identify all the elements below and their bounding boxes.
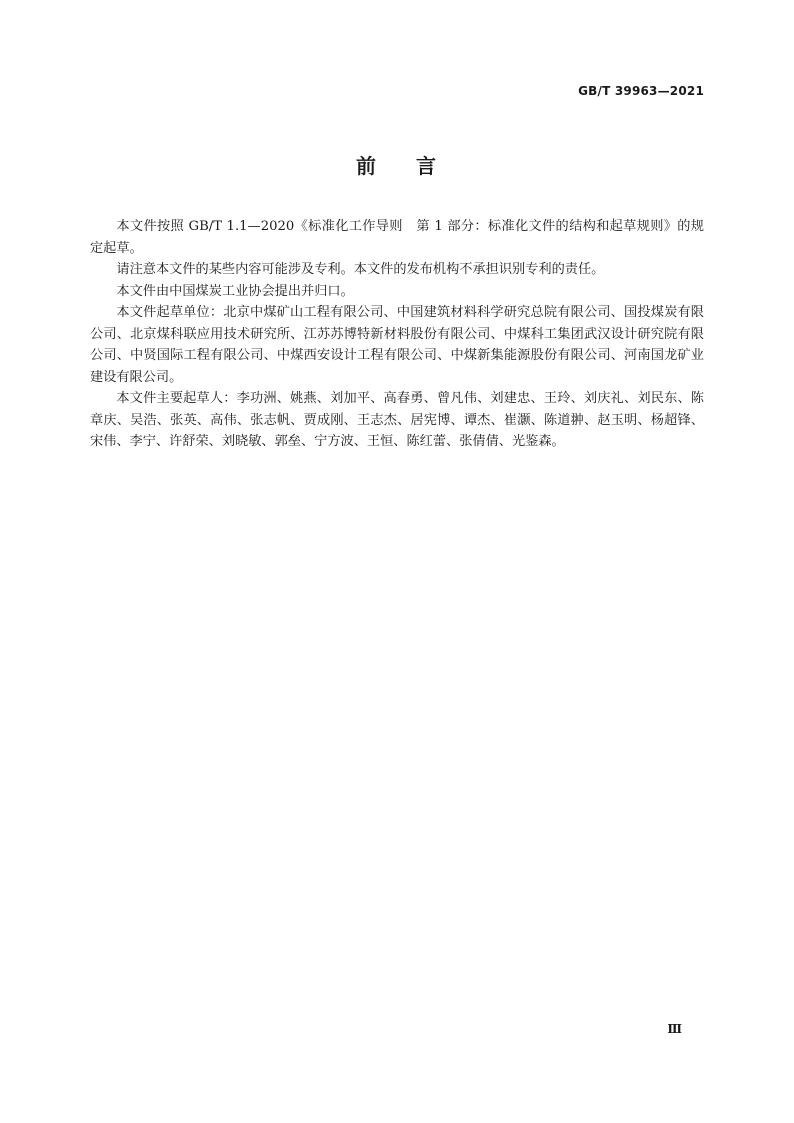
title-char-2: 言 xyxy=(416,154,438,178)
paragraph-patent-notice: 请注意本文件的某些内容可能涉及专利。本文件的发布机构不承担识别专利的责任。 xyxy=(116,262,605,277)
foreword-body xyxy=(90,216,704,453)
page-title xyxy=(0,150,794,179)
page-number: Ⅲ xyxy=(667,1022,682,1036)
standard-code: GB/T 39963—2021 xyxy=(578,84,704,98)
paragraph-drafting-rules: 本文件按照 GB/T 1.1—2020《标准化工作导则 第 1 部分：标准化文件的结构和起草规则》的规定起草。 xyxy=(90,219,704,256)
paragraph-proposer: 本文件由中国煤炭工业协会提出并归口。 xyxy=(116,283,354,299)
title-char-1: 前 xyxy=(356,154,378,178)
paragraph-drafters: 本文件主要起草人：李功洲、姚燕、刘加平、高春勇、曾凡伟、刘建忠、王玲、刘庆礼、刘民东、陈章庆、吴浩、张英、高伟、张志帆、贾成刚、王志杰、居宪博、谭杰、崔灏、陈道翀、赵玉明、杨超锋、宋伟、李宁、许舒荣、刘晓敏、郭垒、宁方波、王恒、陈红蕾、张倩倩、光鉴森。 xyxy=(90,391,704,449)
paragraph-drafting-units: 本文件起草单位：北京中煤矿山工程有限公司、中国建筑材料科学研究总院有限公司、国投煤炭有限公司、北京煤科联应用技术研究所、江苏苏博特新材料股份有限公司、中煤科工集团武汉设计研究院有限公司、中贤国际工程有限公司、中煤西安设计工程有限公司、中煤新集能源股份有限公司、河南国龙矿业建设有限公司。 xyxy=(90,305,704,385)
